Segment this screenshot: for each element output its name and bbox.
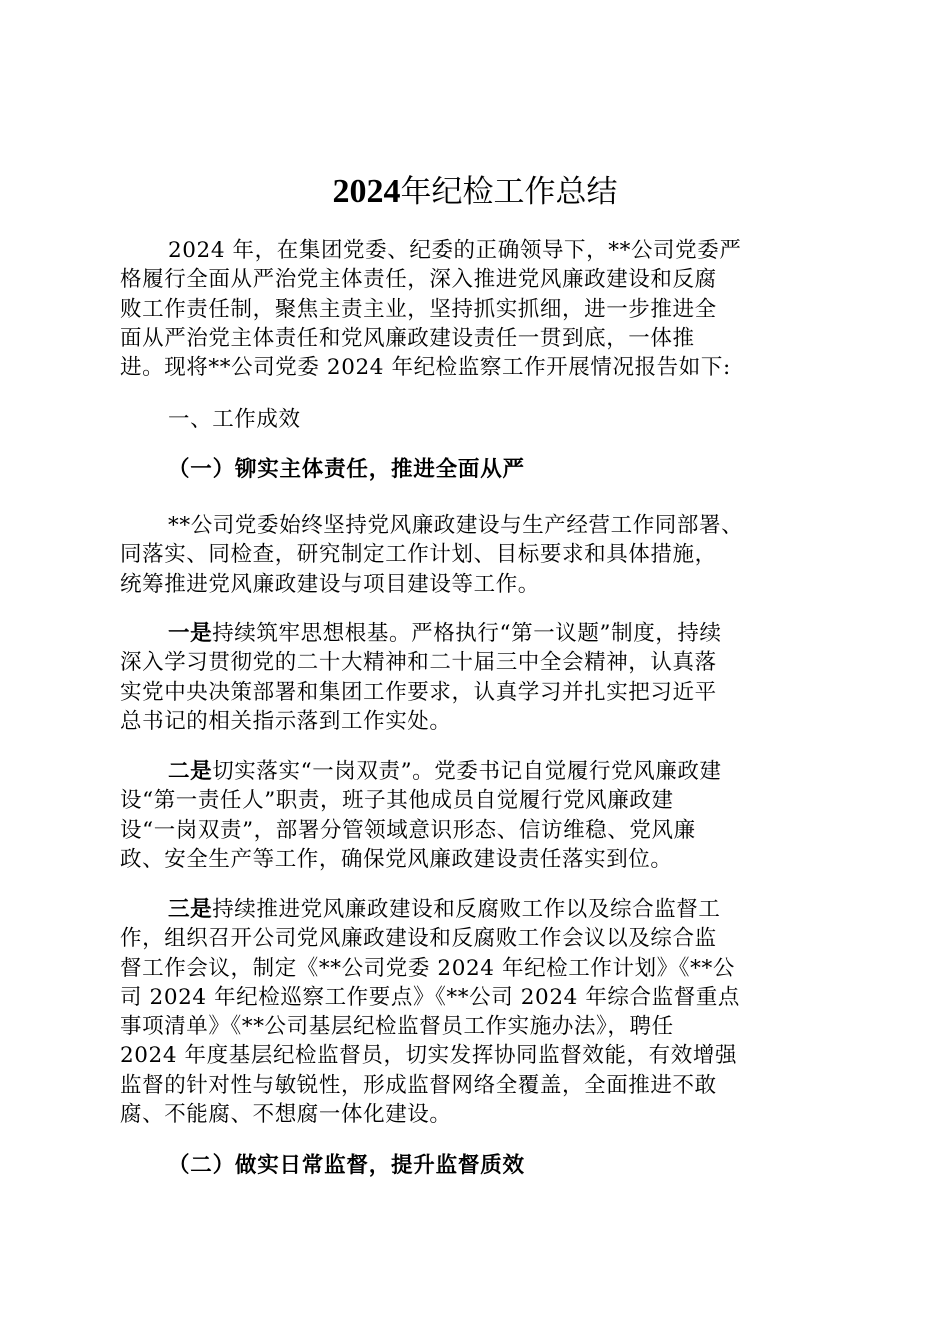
paragraph-line: 同落实、同检查，研究制定工作计划、目标要求和具体措施， (120, 542, 717, 568)
paragraph-line: 总书记的相关指示落到工作实处。 (120, 708, 452, 734)
paragraph-line: 2024 年度基层纪检监督员，切实发挥协同监督效能，有效增强 (120, 1043, 738, 1069)
paragraph-line: 作，组织召开公司党风廉政建设和反腐败工作会议以及综合监 (120, 926, 717, 952)
intro-line: 进。现将**公司党委 2024 年纪检监察工作开展情况报告如下: (120, 355, 731, 381)
paragraph-line: 督工作会议，制定《**公司党委 2024 年纪检工作计划》《**公 (120, 955, 735, 981)
paragraph-line: 设“一岗双责”，部署分管领域意识形态、信访维稳、党风廉 (120, 817, 696, 843)
subsection-heading-1: （一）铆实主体责任，推进全面从严 (168, 457, 525, 482)
point-one-lead: 一是 (168, 621, 213, 646)
title-text: 年纪检工作总结 (400, 174, 618, 210)
paragraph-line: 腐、不能腐、不想腐一体化建设。 (120, 1102, 452, 1128)
paragraph-point-one (120, 619, 838, 736)
paragraph-line (120, 895, 838, 924)
intro-paragraph (120, 236, 838, 382)
paragraph-line (120, 619, 838, 648)
paragraph-line: 统筹推进党风廉政建设与项目建设等工作。 (120, 571, 540, 597)
paragraph-responsibility (120, 511, 838, 599)
paragraph-line: 深入学习贯彻党的二十大精神和二十届三中全会精神，认真落 (120, 650, 717, 676)
paragraph-line: 设“第一责任人”职责，班子其他成员自觉履行党风廉政建 (120, 788, 674, 814)
point-two-text: 切实落实“一岗双责”。党委书记自觉履行党风廉政建 (212, 759, 722, 784)
subsection-heading-2: （二）做实日常监督，提升监督质效 (168, 1153, 525, 1178)
paragraph-line: 监督的针对性与敏锐性，形成监督网络全覆盖，全面推进不敢 (120, 1072, 717, 1098)
paragraph-line: 实党中央决策部署和集团工作要求，认真学习并扎实把习近平 (120, 679, 717, 705)
paragraph-point-three (120, 895, 838, 1129)
intro-line: 格履行全面从严治党主体责任，深入推进党风廉政建设和反腐 (120, 267, 717, 293)
paragraph-point-two (120, 757, 838, 874)
paragraph-line: **公司党委始终坚持党风廉政建设与生产经营工作同部署、 (168, 513, 744, 538)
intro-line: 2024 年，在集团党委、纪委的正确领导下，**公司党委严 (168, 238, 742, 263)
intro-line: 败工作责任制，聚焦主责主业，坚持抓实抓细，进一步推进全 (120, 296, 717, 322)
document-title (0, 170, 950, 214)
paragraph-line: 事项清单》《**公司基层纪检监督员工作实施办法》，聘任 (120, 1014, 674, 1040)
paragraph-line: 司 2024 年纪检巡察工作要点》《**公司 2024 年综合监督重点 (120, 984, 741, 1010)
point-two-lead: 二是 (168, 759, 213, 784)
point-one-text: 持续筑牢思想根基。严格执行“第一议题”制度，持续 (212, 621, 722, 646)
point-three-lead: 三是 (168, 897, 213, 922)
paragraph-line (120, 757, 838, 786)
section-heading-1: 一、工作成效 (168, 407, 301, 432)
title-year: 2024 (332, 173, 401, 210)
point-three-text: 持续推进党风廉政建设和反腐败工作以及综合监督工 (212, 897, 721, 922)
intro-line: 面从严治党主体责任和党风廉政建设责任一贯到底，一体推 (120, 325, 695, 351)
paragraph-line: 政、安全生产等工作，确保党风廉政建设责任落实到位。 (120, 846, 673, 872)
